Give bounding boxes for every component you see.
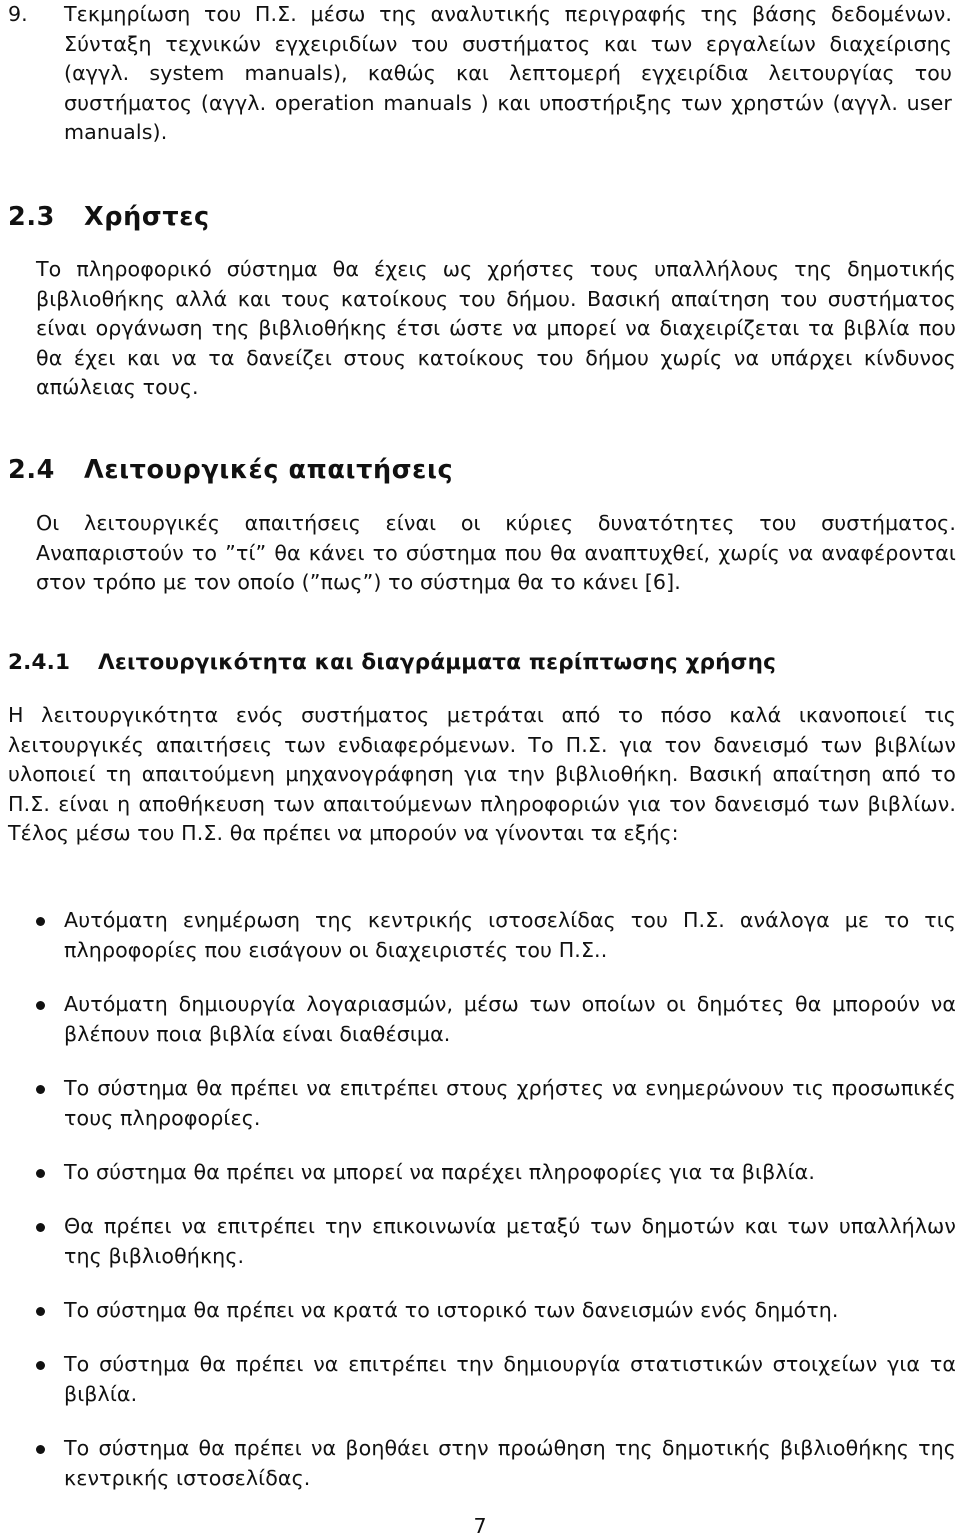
- subsection-body-use-cases: Η λειτουργικότητα ενός συστήματος μετράται από το πόσο καλά ικανοποιεί τις λειτουργικές απαιτήσεις των ενδιαφερόμενων. Το Π.Σ. για τον δανεισμό των βιβλίων υλοποιεί τη απαιτούμενη μηχανογράφηση για την βιβλιοθήκη. Βασική απαίτηση από το Π.Σ. είναι η αποθήκευση των απαιτούμενων πληροφοριών για τον δανεισμό των βιβλίων. Τέλος μέσω του Π.Σ. θα πρέπει να μπορούν να γίνονται τα εξής:: [8, 703, 956, 846]
- bullet-icon: [36, 1169, 45, 1178]
- bullet-text: Το σύστημα θα πρέπει να επιτρέπει την δημιουργία στατιστικών στοιχείων για τα βιβλία.: [64, 1352, 956, 1406]
- bullet-text: Το σύστημα θα πρέπει να βοηθάει στην προώθηση της δημοτικής βιβλιοθήκης της κεντρικής ιστοσελίδας.: [64, 1436, 956, 1490]
- bullet-text: Θα πρέπει να επιτρέπει την επικοινωνία μεταξύ των δημοτών και των υπαλλήλων της βιβλιοθήκης.: [64, 1214, 956, 1268]
- section-heading-functional-requirements: [8, 454, 453, 486]
- subsection-heading-use-cases: [8, 648, 776, 678]
- subsection-title: Λειτουργικότητα και διαγράμματα περίπτωσης χρήσης: [98, 650, 777, 675]
- bullet-icon: [36, 1361, 45, 1370]
- section-body-users: Το πληροφορικό σύστημα θα έχεις ως χρήστες τους υπαλλήλους της δημοτικής βιβλιοθήκης αλλά και τους κατοίκους του δήμου. Βασική απαίτηση του συστήματος είναι οργάνωση της βιβλιοθήκης έτσι ώστε να μπορεί να διαχειρίζεται τα βιβλία που θα έχει και να τα δανείζει στους κατοίκους του δήμου χωρίς να υπάρχει κίνδυνος απώλειας τους.: [36, 257, 956, 400]
- bullet-text: Αυτόματη ενημέρωση της κεντρικής ιστοσελίδας του Π.Σ. ανάλογα με το τις πληροφορίες που εισάγουν οι διαχειριστές του Π.Σ..: [64, 908, 956, 962]
- section-body-functional-requirements: Οι λειτουργικές απαιτήσεις είναι οι κύριες δυνατότητες του συστήματος. Αναπαριστούν το ”τί” θα κάνει το σύστημα που θα αναπτυχθεί, χωρίς να αναφέρονται στον τρόπο με τον οποίο (”πως”) το σύστημα θα το κάνει [6].: [36, 511, 956, 595]
- bullet-icon: [36, 1223, 45, 1232]
- bullet-text: Το σύστημα θα πρέπει να κρατά το ιστορικό των δανεισμών ενός δημότη.: [64, 1298, 839, 1322]
- section-number: 2.4: [8, 455, 55, 485]
- bullet-icon: [36, 1085, 45, 1094]
- bullet-text: Το σύστημα θα πρέπει να επιτρέπει στους χρήστες να ενημερώνουν τις προσωπικές τους πληροφορίες.: [64, 1076, 956, 1130]
- bullet-text: Αυτόματη δημιουργία λογαριασμών, μέσω των οποίων οι δημότες θα μπορούν να βλέπουν ποια βιβλία είναι διαθέσιμα.: [64, 992, 956, 1046]
- bullet-icon: [36, 1445, 45, 1454]
- bullet-text: Το σύστημα θα πρέπει να μπορεί να παρέχει πληροφορίες για τα βιβλία.: [64, 1160, 815, 1184]
- section-number: 2.3: [8, 202, 55, 232]
- section-heading-users: [8, 201, 210, 233]
- bullet-icon: [36, 1307, 45, 1316]
- bullet-icon: [36, 917, 45, 926]
- page-number: 7: [473, 1514, 487, 1538]
- subsection-number: 2.4.1: [8, 650, 71, 675]
- section-title: Χρήστες: [84, 202, 210, 232]
- list-item-text: Τεκμηρίωση του Π.Σ. μέσω της αναλυτικής περιγραφής της βάσης δεδομένων. Σύνταξη τεχνικών εγχειριδίων του συστήματος και των εργαλείων διαχείρισης (αγγλ. system manuals), καθώς και λεπτομερή εγχειρίδια λειτουργίας του συστήματος (αγγλ. operation manuals ) και υποστήριξης των χρηστών (αγγλ. user manuals).: [64, 2, 952, 145]
- bullet-icon: [36, 1001, 45, 1010]
- section-title: Λειτουργικές απαιτήσεις: [84, 455, 454, 485]
- list-item-marker: 9.: [8, 2, 28, 26]
